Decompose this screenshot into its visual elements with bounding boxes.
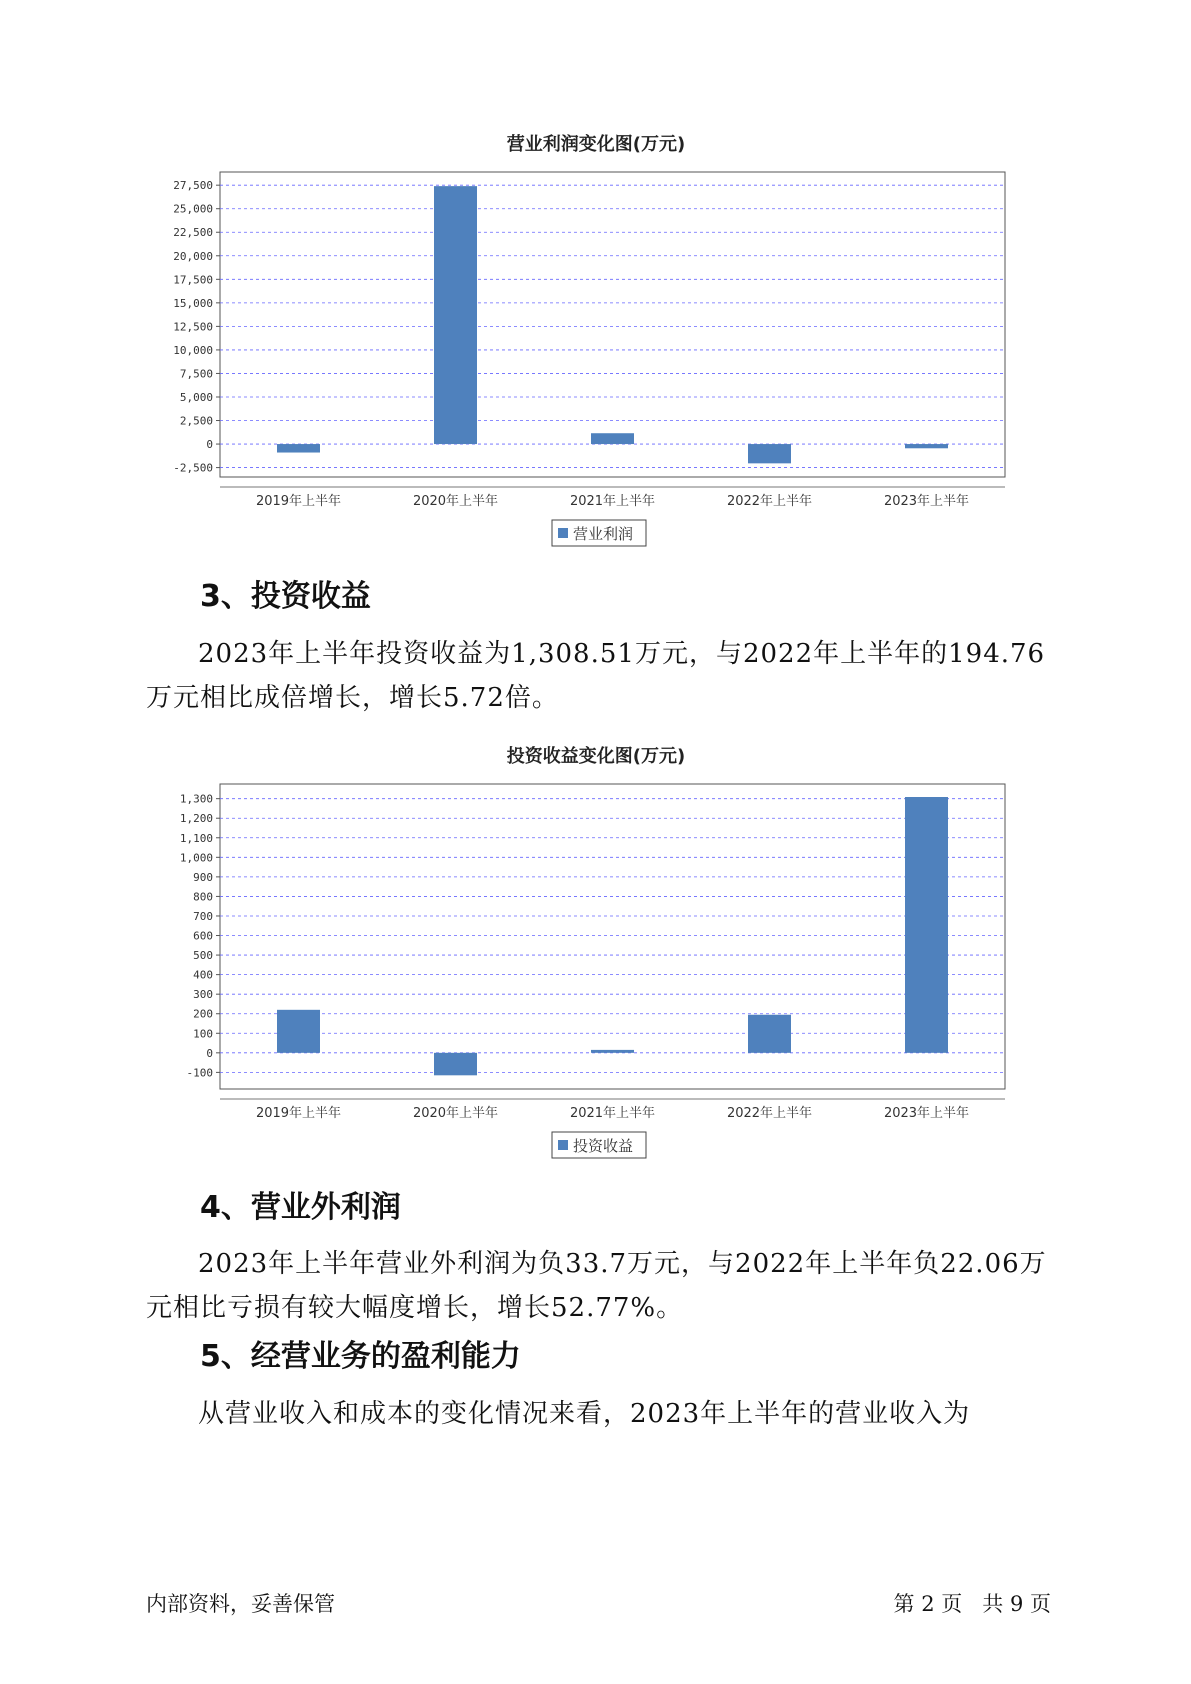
heading-business-profitability: 5、经营业务的盈利能力 xyxy=(200,1339,521,1374)
y-tick-label: 700 xyxy=(193,909,213,923)
y-tick-label: 10,000 xyxy=(173,343,213,357)
x-tick-label: 2020年上半年 xyxy=(412,1106,499,1121)
legend-label: 营业利润 xyxy=(573,525,634,543)
bar-2023年上半年 xyxy=(905,444,948,448)
x-tick-label: 2022年上半年 xyxy=(726,494,813,509)
y-tick-label: 600 xyxy=(193,929,213,943)
y-tick-label: 800 xyxy=(193,890,213,904)
x-tick-label: 2019年上半年 xyxy=(255,494,342,509)
chart-title: 营业利润变化图(万元) xyxy=(506,134,686,155)
bar-2022年上半年 xyxy=(748,1015,791,1053)
y-tick-label: 7,500 xyxy=(179,367,213,381)
y-tick-label: 2,500 xyxy=(179,414,213,428)
y-tick-label: 300 xyxy=(193,988,213,1002)
footer-page-number: 第 2 页 共 9 页 xyxy=(893,1592,1051,1616)
heading-non-operating-profit: 4、营业外利润 xyxy=(200,1190,401,1225)
bar-2019年上半年 xyxy=(277,1010,320,1053)
bar-2020年上半年 xyxy=(434,186,477,444)
heading-investment-income: 3、投资收益 xyxy=(200,579,371,614)
plot-area xyxy=(220,784,1005,1089)
operating-profit-chart xyxy=(0,130,1191,600)
y-tick-label: 5,000 xyxy=(179,390,213,404)
y-tick-label: 12,500 xyxy=(173,320,213,334)
legend xyxy=(552,520,646,546)
y-tick-label: 400 xyxy=(193,968,213,982)
plot-area xyxy=(220,172,1005,477)
y-tick-label: 20,000 xyxy=(173,249,213,263)
y-tick-label: 25,000 xyxy=(173,202,213,216)
x-tick-label: 2023年上半年 xyxy=(883,1106,970,1121)
bar-2020年上半年 xyxy=(434,1053,477,1075)
y-tick-label: 100 xyxy=(193,1027,213,1041)
x-tick-label: 2021年上半年 xyxy=(569,1106,656,1121)
bar-2023年上半年 xyxy=(905,797,948,1053)
y-tick-label: 22,500 xyxy=(173,226,213,240)
investment-income-chart-svg xyxy=(0,742,1191,1212)
x-tick-label: 2019年上半年 xyxy=(255,1106,342,1121)
y-tick-label: -100 xyxy=(186,1066,213,1080)
y-tick-label: 1,200 xyxy=(179,812,213,826)
paragraph-business-profitability: 从营业收入和成本的变化情况来看，2023年上半年的营业收入为 xyxy=(198,1399,971,1429)
x-tick-label: 2022年上半年 xyxy=(726,1106,813,1121)
y-tick-label: 17,500 xyxy=(173,273,213,287)
y-tick-label: -2,500 xyxy=(173,461,213,475)
y-tick-label: 0 xyxy=(206,1046,213,1060)
y-tick-label: 0 xyxy=(206,438,213,452)
x-tick-label: 2020年上半年 xyxy=(412,494,499,509)
operating-profit-chart-svg xyxy=(0,130,1191,600)
y-tick-label: 1,000 xyxy=(179,851,213,865)
y-tick-label: 900 xyxy=(193,870,213,884)
legend-label: 投资收益 xyxy=(573,1137,634,1155)
y-tick-label: 27,500 xyxy=(173,179,213,193)
legend-swatch xyxy=(558,1140,568,1150)
paragraph-non-operating-profit: 2023年上半年营业外利润为负33.7万元，与2022年上半年负22.06万元相比亏损有较大幅度增长，增长52.77%。 xyxy=(146,1249,1047,1323)
y-tick-label: 500 xyxy=(193,949,213,963)
legend xyxy=(552,1132,646,1158)
bar-2022年上半年 xyxy=(748,444,791,463)
legend-swatch xyxy=(558,528,568,538)
footer-confidential-note: 内部资料，妥善保管 xyxy=(146,1592,335,1616)
bar-2021年上半年 xyxy=(591,1050,634,1053)
x-tick-label: 2023年上半年 xyxy=(883,494,970,509)
investment-income-chart xyxy=(0,742,1191,1212)
bar-2019年上半年 xyxy=(277,444,320,452)
x-tick-label: 2021年上半年 xyxy=(569,494,656,509)
y-tick-label: 15,000 xyxy=(173,296,213,310)
y-tick-label: 1,300 xyxy=(179,792,213,806)
y-tick-label: 1,100 xyxy=(179,831,213,845)
chart-title: 投资收益变化图(万元) xyxy=(506,746,686,767)
bar-2021年上半年 xyxy=(591,433,634,444)
paragraph-investment-income: 2023年上半年投资收益为1,308.51万元，与2022年上半年的194.76万元相比成倍增长，增长5.72倍。 xyxy=(146,639,1046,713)
y-tick-label: 200 xyxy=(193,1007,213,1021)
